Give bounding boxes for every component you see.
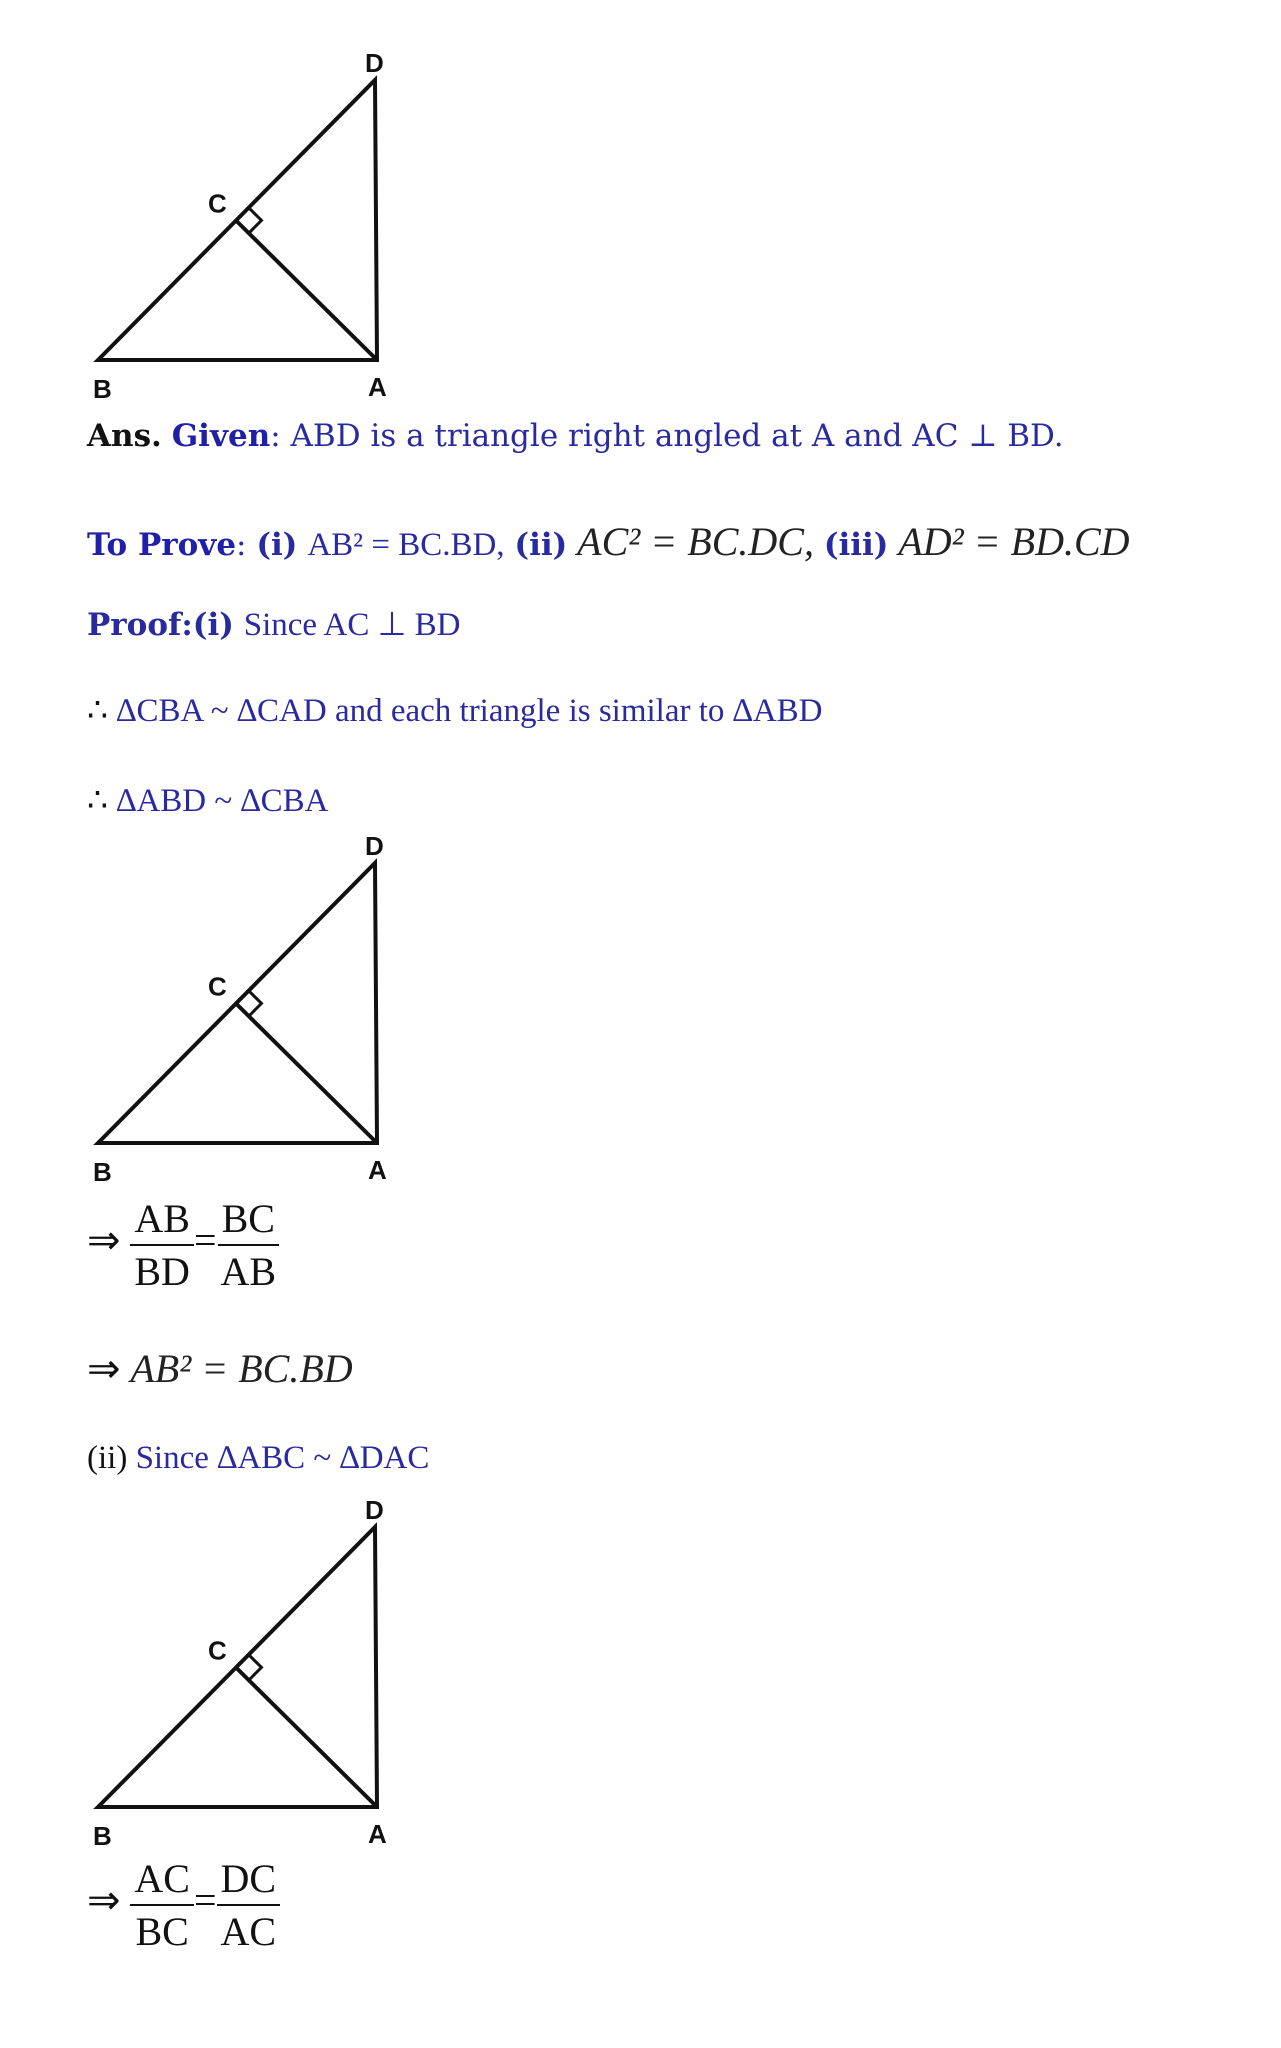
therefore-symbol: ∴ (87, 693, 108, 729)
proof-label: Proof: (87, 607, 193, 643)
therefore-symbol: ∴ (87, 783, 108, 819)
altitude-ac (236, 1004, 377, 1143)
part-ii-label: (ii) (87, 1440, 128, 1476)
ratio-equation-2 (87, 1855, 280, 1955)
numerator: DC (217, 1855, 281, 1906)
given-line (87, 418, 1064, 454)
step-text: ∆ABD ~ ∆CBA (116, 783, 329, 819)
triangle-diagram-3 (0, 1487, 420, 1857)
to-prove-line (87, 518, 1130, 565)
fraction-ac-bc (130, 1855, 194, 1955)
equals-sign: = (193, 1217, 217, 1263)
altitude-ac (236, 221, 377, 360)
numerator: AB (130, 1195, 194, 1246)
step-similarity-2 (87, 780, 329, 820)
denominator: BC (135, 1909, 189, 1954)
part-iii-label: (iii) (823, 527, 889, 563)
vertex-label-c: C (207, 1635, 227, 1666)
vertex-label-a: A (368, 1155, 387, 1185)
result-text: AB² = BC.BD (130, 1346, 353, 1391)
denominator: AC (220, 1909, 277, 1954)
part-i-statement: AB² = BC.BD, (307, 527, 505, 563)
fraction-ab-bd (130, 1195, 194, 1295)
vertex-label-d: D (365, 831, 384, 861)
result-equation-1 (87, 1345, 353, 1392)
proof-line (87, 604, 460, 644)
implies-symbol: ⇒ (87, 1346, 121, 1391)
vertex-label-b: B (93, 1821, 112, 1851)
vertex-label-d: D (365, 1495, 384, 1525)
altitude-ac (236, 1668, 377, 1807)
vertex-label-a: A (368, 372, 387, 402)
vertex-label-c: C (207, 971, 227, 1002)
implies-symbol: ⇒ (87, 1217, 121, 1263)
ans-label: Ans. (87, 418, 162, 454)
proof-part-i-text: Since AC ⊥ BD (243, 607, 461, 643)
given-text: : ABD is a triangle right angled at A and AC ⊥ BD. (270, 418, 1064, 454)
vertex-label-b: B (93, 1157, 112, 1187)
given-label: Given (171, 418, 271, 454)
equals-sign: = (193, 1877, 217, 1923)
step-text: ∆CBA ~ ∆CAD and each triangle is similar to ∆ABD (116, 693, 823, 729)
right-angle-marker (249, 1655, 262, 1680)
vertex-label-c: C (207, 188, 227, 219)
numerator: AC (130, 1855, 194, 1906)
part-ii-statement: AC² = BC.DC, (577, 519, 814, 564)
right-angle-marker (249, 991, 262, 1016)
to-prove-label: To Prove (87, 527, 237, 563)
denominator: AB (220, 1249, 277, 1294)
step-similarity-1 (87, 690, 823, 730)
colon: : (236, 527, 247, 563)
part-ii-since-line (87, 1440, 429, 1477)
vertex-label-d: D (365, 48, 384, 78)
triangle-diagram-1 (0, 40, 420, 410)
vertex-label-b: B (93, 374, 112, 404)
fraction-dc-ac (217, 1855, 281, 1955)
part-ii-text: Since ∆ABC ~ ∆DAC (135, 1440, 430, 1476)
implies-symbol: ⇒ (87, 1877, 121, 1923)
ratio-equation-1 (87, 1195, 280, 1295)
denominator: BD (134, 1249, 190, 1294)
numerator: BC (218, 1195, 279, 1246)
part-iii-statement: AD² = BD.CD (898, 519, 1130, 564)
triangle-diagram-2 (0, 823, 420, 1193)
part-ii-label: (ii) (514, 527, 568, 563)
right-angle-marker (249, 208, 262, 233)
part-i-label: (i) (256, 527, 298, 563)
proof-part-i-label: (i) (192, 607, 234, 643)
fraction-bc-ab (217, 1195, 281, 1295)
vertex-label-a: A (368, 1819, 387, 1849)
